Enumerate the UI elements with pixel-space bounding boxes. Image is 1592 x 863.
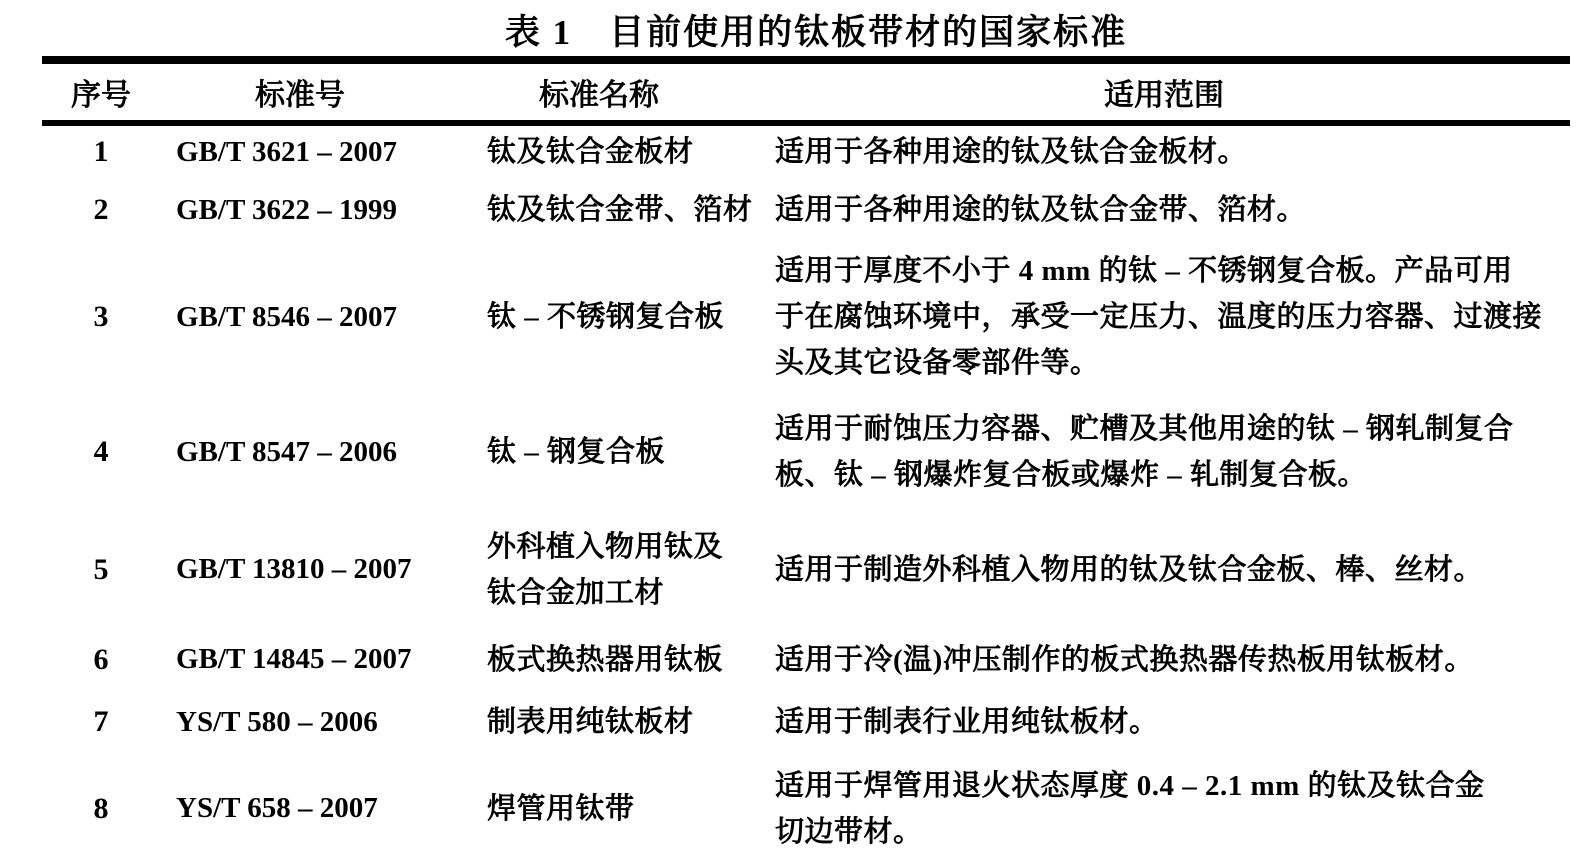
- table-row: [42, 692, 1570, 752]
- cell-scope: [758, 547, 1570, 593]
- standard-name-line: 钛及钛合金板材: [487, 136, 694, 168]
- scope-line: 适用于制表行业用纯钛板材。: [775, 706, 1159, 738]
- standard-name-line: 制表用纯钛板材: [487, 706, 694, 738]
- table-body: [42, 126, 1570, 863]
- column-header-no: 序号: [71, 79, 131, 112]
- scope-line: 切边带材。: [775, 815, 923, 848]
- cell-standard-name: [440, 524, 758, 616]
- standard-name-line: 板式换热器用钛板: [487, 643, 724, 676]
- column-header-scope: 适用范围: [1104, 79, 1224, 112]
- cell-standard-name: [440, 786, 758, 832]
- scope-line: 头及其它设备零部件等。: [775, 347, 1100, 379]
- table-row: [42, 627, 1570, 692]
- table-row: [42, 242, 1570, 392]
- cell-standard-number: YS/T 658 – 2007: [176, 792, 378, 824]
- cell-standard-number: GB/T 3621 – 2007: [176, 135, 398, 168]
- scope-line: 板、钛 – 钢爆炸复合板或爆炸 – 轧制复合板。: [775, 459, 1368, 491]
- scope-line: 适用于各种用途的钛及钛合金板材。: [775, 136, 1248, 168]
- standard-name-line: 钛及钛合金带、箔材: [487, 194, 753, 226]
- cell-standard-name: [440, 187, 758, 233]
- table-row: [42, 392, 1570, 512]
- cell-scope: [758, 187, 1570, 233]
- standard-name-line: 外科植入物用钛及: [487, 530, 724, 563]
- cell-scope: [758, 406, 1570, 498]
- cell-scope: [758, 129, 1570, 175]
- table-header-row: [42, 64, 1570, 126]
- scope-line: 适用于耐蚀压力容器、贮槽及其他用途的钛 – 钢轧制复合: [775, 413, 1514, 445]
- cell-standard-number: GB/T 14845 – 2007: [176, 643, 412, 675]
- column-header-standard-name: 标准名称: [539, 79, 659, 112]
- standard-name-line: 钛合金加工材: [487, 576, 665, 609]
- scope-line: 适用于制造外科植入物用的钛及钛合金板、棒、丝材。: [775, 553, 1484, 586]
- table-title: 表 1 目前使用的钛板带材的国家标准: [504, 13, 1128, 52]
- scope-line: 适用于焊管用退火状态厚度 0.4 – 2.1 mm 的钛及钛合金: [775, 769, 1485, 802]
- cell-scope: [758, 763, 1570, 855]
- standard-name-line: 钛 – 不锈钢复合板: [487, 301, 725, 333]
- cell-serial-number: 8: [93, 791, 109, 825]
- table-row: [42, 178, 1570, 242]
- cell-scope: [758, 637, 1570, 683]
- cell-scope: [758, 248, 1570, 386]
- standards-table: [42, 56, 1570, 863]
- column-header-standard-no: 标准号: [255, 79, 345, 112]
- cell-standard-number: GB/T 8547 – 2006: [176, 435, 398, 468]
- cell-standard-number: GB/T 8546 – 2007: [176, 300, 398, 333]
- cell-standard-name: [440, 637, 758, 683]
- table-row: [42, 126, 1570, 178]
- standard-name-line: 钛 – 钢复合板: [487, 436, 666, 468]
- cell-standard-name: [440, 429, 758, 475]
- standard-name-line: 焊管用钛带: [487, 792, 635, 825]
- cell-serial-number: 5: [93, 552, 109, 586]
- cell-standard-number: YS/T 580 – 2006: [176, 705, 378, 738]
- table-row: [42, 512, 1570, 627]
- table-row: [42, 752, 1570, 863]
- cell-standard-name: [440, 129, 758, 175]
- cell-standard-number: GB/T 13810 – 2007: [176, 553, 412, 585]
- scope-line: 于在腐蚀环境中，承受一定压力、温度的压力容器、过渡接: [775, 301, 1543, 333]
- cell-serial-number: 6: [93, 642, 109, 676]
- cell-serial-number: 1: [93, 135, 109, 168]
- scope-line: 适用于各种用途的钛及钛合金带、箔材。: [775, 194, 1307, 226]
- cell-standard-name: [440, 699, 758, 745]
- cell-standard-number: GB/T 3622 – 1999: [176, 193, 398, 226]
- scope-line: 适用于冷(温)冲压制作的板式换热器传热板用钛板材。: [775, 643, 1474, 676]
- cell-serial-number: 3: [93, 300, 109, 333]
- cell-serial-number: 2: [93, 193, 109, 226]
- cell-standard-name: [440, 294, 758, 340]
- cell-serial-number: 7: [93, 705, 109, 738]
- scope-line: 适用于厚度不小于 4 mm 的钛 – 不锈钢复合板。产品可用: [775, 255, 1513, 287]
- cell-scope: [758, 699, 1570, 745]
- cell-serial-number: 4: [93, 435, 109, 468]
